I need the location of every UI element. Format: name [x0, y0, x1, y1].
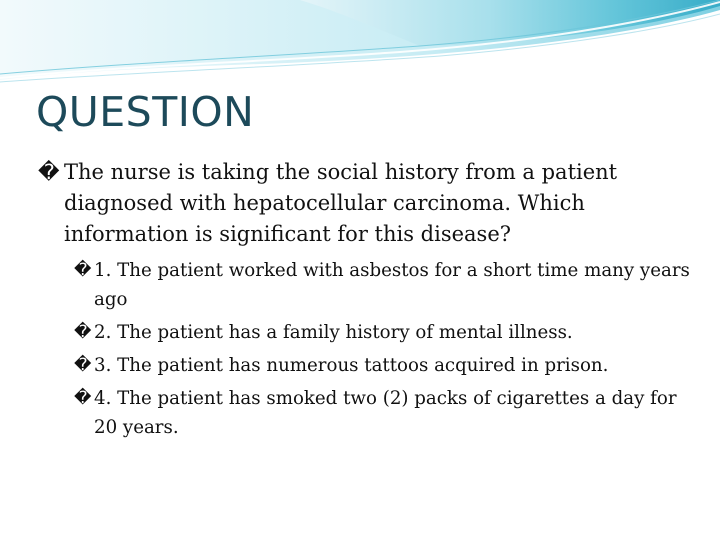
- answer-option-text: 2. The patient has a family history of mental illness.: [94, 322, 573, 343]
- answer-options-list: [36, 256, 696, 442]
- answer-option-4: [36, 384, 696, 442]
- slide-body: [36, 157, 696, 446]
- bullet-icon: �: [74, 388, 92, 408]
- answer-option-3: [36, 351, 696, 380]
- slide-title: QUESTION: [36, 88, 255, 136]
- answer-option-2: [36, 318, 696, 347]
- header-wave-decoration: [0, 0, 720, 90]
- answer-option-1: [36, 256, 696, 314]
- answer-option-text: 4. The patient has smoked two (2) packs of cigarettes a day for 20 years.: [94, 388, 677, 438]
- bullet-icon: �: [74, 355, 92, 375]
- bullet-icon: �: [74, 260, 92, 280]
- answer-option-text: 3. The patient has numerous tattoos acquired in prison.: [94, 355, 609, 376]
- bullet-icon: �: [74, 322, 92, 342]
- question-text: The nurse is taking the social history from a patient diagnosed with hepatocellular carcinoma. Which information is significant for this disease?: [64, 160, 618, 246]
- answer-option-text: 1. The patient worked with asbestos for a short time many years ago: [94, 260, 690, 310]
- question-item: [36, 157, 696, 250]
- bullet-icon: �: [38, 160, 60, 184]
